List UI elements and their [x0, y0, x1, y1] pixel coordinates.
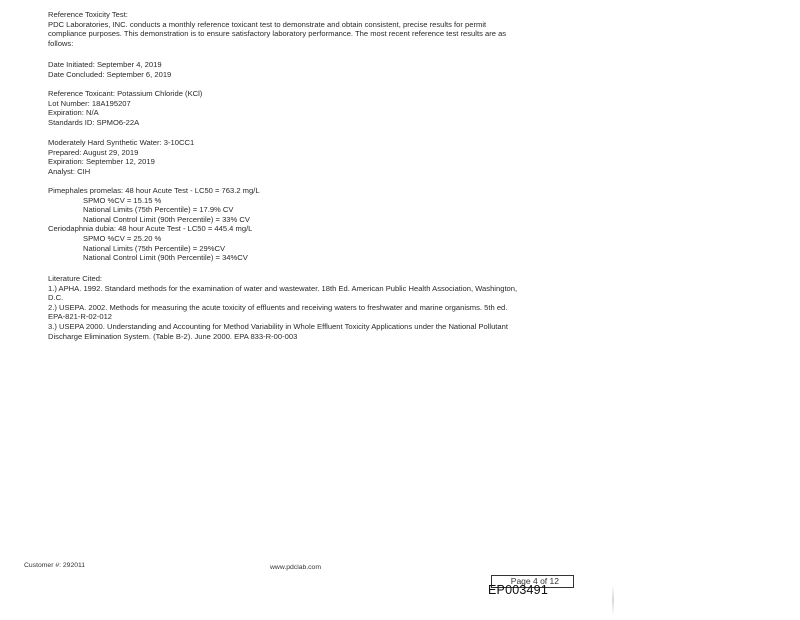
toxicant-section	[48, 89, 518, 127]
scan-edge-mark	[612, 585, 614, 615]
bates-number: EP003491	[488, 583, 548, 597]
water-analyst: Analyst: CIH	[48, 166, 91, 176]
toxicant-standards: Standards ID: SPMO6-22A	[48, 117, 140, 127]
date-concluded: Date Concluded: September 6, 2019	[48, 69, 172, 79]
intro-text: PDC Laboratories, INC. conducts a monthly reference toxicant test to demonstrate and obtain consistent, precise results for permit compliance purposes. This demonstration is to ensure satisfactory laboratory performance. The most recent reference test results are as follows:	[48, 19, 507, 48]
toxicant-name: Reference Toxicant: Potassium Chloride (KCl)	[48, 89, 203, 98]
water-name: Moderately Hard Synthetic Water: 3-10CC1	[48, 138, 195, 147]
dates-section	[48, 60, 518, 79]
literature-ref-2: 2.) USEPA. 2002. Methods for measuring the acute toxicity of effluents and receiving waters to freshwater and marine organisms. 5th ed. EPA-821-R-02-012	[48, 302, 508, 322]
intro-heading: Reference Toxicity Test:	[48, 10, 128, 19]
pimephales-title: Pimephales promelas: 48 hour Acute Test - LC50 = 763.2 mg/L	[48, 186, 260, 195]
toxicant-expiration: Expiration: N/A	[48, 108, 99, 118]
water-prepared: Prepared: August 29, 2019	[48, 147, 139, 157]
intro-section	[48, 10, 518, 48]
results-section	[48, 186, 518, 263]
ceriodaphnia-control: National Control Limit (90th Percentile) = 34%CV	[83, 253, 248, 263]
water-section	[48, 138, 518, 176]
literature-ref-1: 1.) APHA. 1992. Standard methods for the examination of water and wastewater. 18th Ed. American Public Health Association, Washington, D.C.	[48, 283, 518, 303]
page-number-box: Page 4 of 12	[491, 575, 574, 588]
pimephales-cv: SPMO %CV = 15.15 %	[83, 195, 162, 205]
date-initiated: Date Initiated: September 4, 2019	[48, 60, 162, 69]
toxicant-lot: Lot Number: 18A195207	[48, 98, 131, 108]
website-link[interactable]: www.pdclab.com	[270, 564, 321, 571]
pimephales-control: National Control Limit (90th Percentile) = 33% CV	[83, 214, 250, 224]
customer-number: Customer #: 292011	[24, 562, 86, 569]
literature-section	[48, 274, 518, 341]
ceriodaphnia-title: Ceriodaphnia dubia: 48 hour Acute Test - LC50 = 445.4 mg/L	[48, 224, 253, 234]
water-expiration: Expiration: September 12, 2019	[48, 157, 155, 167]
literature-ref-3: 3.) USEPA 2000. Understanding and Accounting for Method Variability in Whole Effluent Toxicity Applications under the National Pollutant Discharge Elimination System. (Table B-2). June 2000. EPA 833-R-00-003	[48, 321, 508, 341]
ceriodaphnia-cv: SPMO %CV = 25.20 %	[83, 233, 162, 243]
ceriodaphnia-limits: National Limits (75th Percentile) = 29%CV	[83, 243, 226, 253]
literature-heading: Literature Cited:	[48, 274, 103, 283]
pimephales-limits: National Limits (75th Percentile) = 17.9% CV	[83, 205, 234, 215]
